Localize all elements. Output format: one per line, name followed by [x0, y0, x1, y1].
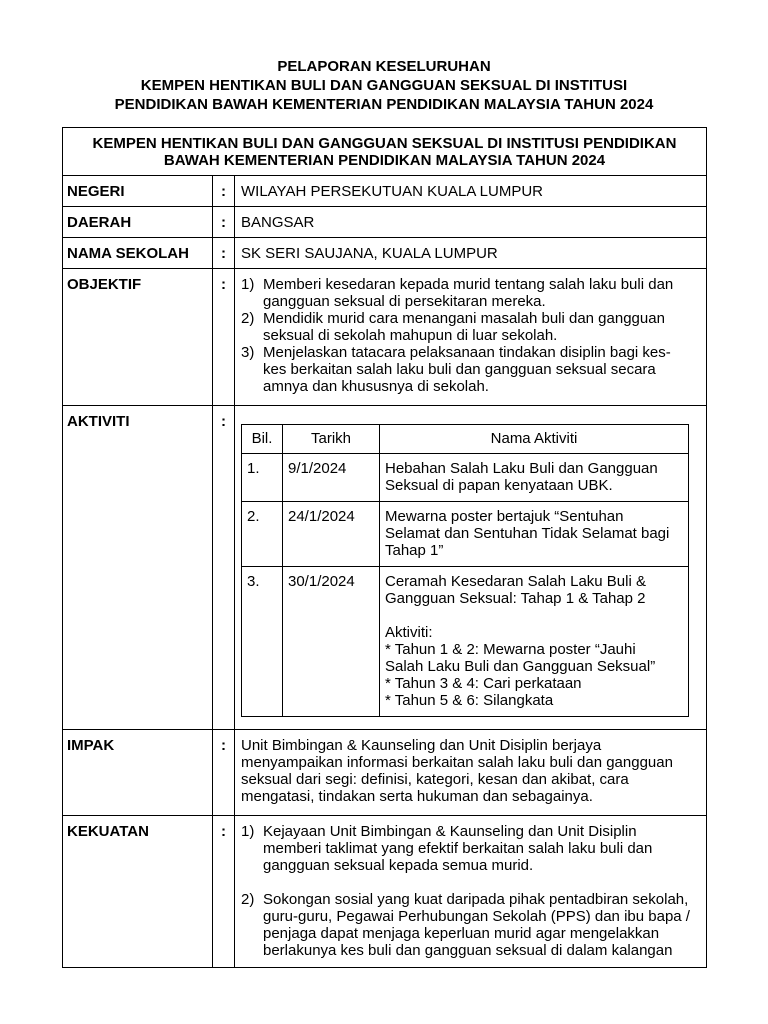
- spacer: [241, 874, 700, 891]
- nama-sekolah-colon: :: [213, 238, 235, 269]
- list-item-line: Memberi kesedaran kepada murid tentang salah laku buli dan: [263, 276, 674, 293]
- aktiviti-label: AKTIVITI: [63, 406, 213, 730]
- report-title-line-3: PENDIDIKAN BAWAH KEMENTERIAN PENDIDIKAN MALAYSIA TAHUN 2024: [114, 96, 654, 113]
- activity-line: Aktiviti:: [385, 624, 433, 641]
- list-item-number: 1): [241, 276, 255, 293]
- list-item: [241, 276, 700, 310]
- aktiviti-row: [63, 406, 707, 730]
- table-row: [242, 502, 689, 567]
- bil-cell: 3.: [242, 567, 283, 717]
- table-header-line-1: KEMPEN HENTIKAN BULI DAN GANGGUAN SEKSUAL DI INSTITUSI PENDIDIKAN: [92, 135, 677, 152]
- objektif-colon: :: [213, 269, 235, 406]
- bil-header: Bil.: [242, 425, 283, 454]
- spacer: [385, 607, 683, 624]
- list-item: [241, 344, 700, 395]
- impak-row: [63, 730, 707, 816]
- daerah-row: [63, 207, 707, 238]
- kekuatan-value: [235, 816, 707, 968]
- objektif-value: [235, 269, 707, 406]
- kekuatan-label: KEKUATAN: [63, 816, 213, 968]
- bil-cell: 2.: [242, 502, 283, 567]
- list-item-line: seksual di sekolah mahupun di luar sekolah.: [263, 327, 558, 344]
- impak-line: mengatasi, tindakan serta hukuman dan sebagainya.: [241, 788, 593, 805]
- report-title-line-2: KEMPEN HENTIKAN BULI DAN GANGGUAN SEKSUAL DI INSTITUSI: [140, 77, 628, 94]
- impak-colon: :: [213, 730, 235, 816]
- impak-line: seksual dari segi: definisi, kategori, kesan dan akibat, cara: [241, 771, 629, 788]
- objektif-list: [241, 276, 700, 395]
- list-item-line: gangguan seksual kepada semua murid.: [263, 857, 534, 874]
- aktiviti-value: [235, 406, 707, 730]
- negeri-colon: :: [213, 176, 235, 207]
- activity-line: * Tahun 3 & 4: Cari perkataan: [385, 675, 582, 692]
- list-item-line: memberi taklimat yang efektif berkaitan salah laku buli dan: [263, 840, 653, 857]
- list-item-number: 2): [241, 891, 255, 908]
- table-header: [63, 128, 707, 176]
- aktiviti-colon: :: [213, 406, 235, 730]
- report-title: [0, 57, 768, 114]
- list-item-line: amnya dan khususnya di sekolah.: [263, 378, 489, 395]
- tarikh-cell: 24/1/2024: [283, 502, 380, 567]
- bil-cell: 1.: [242, 454, 283, 502]
- activity-line: * Tahun 1 & 2: Mewarna poster “Jauhi: [385, 641, 636, 658]
- nama-sekolah-value: SK SERI SAUJANA, KUALA LUMPUR: [235, 238, 707, 269]
- list-item-line: Sokongan sosial yang kuat daripada pihak pentadbiran sekolah,: [263, 891, 689, 908]
- nama-aktiviti-cell: [380, 502, 689, 567]
- impak-value: [235, 730, 707, 816]
- objektif-label: OBJEKTIF: [63, 269, 213, 406]
- daerah-value: BANGSAR: [235, 207, 707, 238]
- activity-line: Mewarna poster bertajuk “Sentuhan: [385, 508, 624, 525]
- list-item-number: 1): [241, 823, 255, 840]
- list-item: [241, 310, 700, 344]
- daerah-colon: :: [213, 207, 235, 238]
- nama-aktiviti-header: Nama Aktiviti: [380, 425, 689, 454]
- list-item-number: 2): [241, 310, 255, 327]
- impak-line: menyampaikan informasi berkaitan salah laku buli dan gangguan: [241, 754, 673, 771]
- nama-aktiviti-cell: [380, 567, 689, 717]
- impak-line: Unit Bimbingan & Kaunseling dan Unit Disiplin berjaya: [241, 737, 602, 754]
- list-item-line: Kejayaan Unit Bimbingan & Kaunseling dan Unit Disiplin: [263, 823, 637, 840]
- activity-line: Salah Laku Buli dan Gangguan Seksual”: [385, 658, 656, 675]
- daerah-label: DAERAH: [63, 207, 213, 238]
- activity-line: Seksual di papan kenyataan UBK.: [385, 477, 613, 494]
- negeri-value: WILAYAH PERSEKUTUAN KUALA LUMPUR: [235, 176, 707, 207]
- activity-line: Selamat dan Sentuhan Tidak Selamat bagi: [385, 525, 670, 542]
- activity-line: Tahap 1”: [385, 542, 444, 559]
- objektif-row: [63, 269, 707, 406]
- tarikh-header: Tarikh: [283, 425, 380, 454]
- kekuatan-colon: :: [213, 816, 235, 968]
- nama-aktiviti-cell: [380, 454, 689, 502]
- activity-line: Gangguan Seksual: Tahap 1 & Tahap 2: [385, 590, 646, 607]
- list-item-number: 3): [241, 344, 255, 361]
- tarikh-cell: 30/1/2024: [283, 567, 380, 717]
- report-table: [62, 127, 707, 968]
- table-header-line-2: BAWAH KEMENTERIAN PENDIDIKAN MALAYSIA TAHUN 2024: [163, 152, 606, 169]
- tarikh-cell: 9/1/2024: [283, 454, 380, 502]
- negeri-label: NEGERI: [63, 176, 213, 207]
- aktiviti-header-row: [242, 425, 689, 454]
- list-item-line: guru-guru, Pegawai Perhubungan Sekolah (PPS) dan ibu bapa /: [263, 908, 690, 925]
- impak-label: IMPAK: [63, 730, 213, 816]
- table-header-row: [63, 128, 707, 176]
- activity-line: * Tahun 5 & 6: Silangkata: [385, 692, 554, 709]
- negeri-row: [63, 176, 707, 207]
- table-row: [242, 454, 689, 502]
- aktiviti-table: [241, 424, 689, 717]
- table-row: [242, 567, 689, 717]
- list-item-line: kes berkaitan salah laku buli dan gangguan seksual secara: [263, 361, 656, 378]
- nama-sekolah-label: NAMA SEKOLAH: [63, 238, 213, 269]
- list-item-line: penjaga dapat menjaga keperluan murid agar mengelakkan: [263, 925, 660, 942]
- list-item: [241, 891, 700, 959]
- list-item: [241, 823, 700, 874]
- list-item-line: Mendidik murid cara menangani masalah buli dan gangguan: [263, 310, 665, 327]
- kekuatan-row: [63, 816, 707, 968]
- report-title-line-1: PELAPORAN KESELURUHAN: [277, 58, 491, 75]
- activity-line: Ceramah Kesedaran Salah Laku Buli &: [385, 573, 646, 590]
- list-item-line: gangguan seksual di persekitaran mereka.: [263, 293, 546, 310]
- nama-sekolah-row: [63, 238, 707, 269]
- activity-line: Hebahan Salah Laku Buli dan Gangguan: [385, 460, 658, 477]
- list-item-line: Menjelaskan tatacara pelaksanaan tindakan disiplin bagi kes-: [263, 344, 671, 361]
- list-item-line: berlakunya kes buli dan gangguan seksual di dalam kalangan: [263, 942, 673, 959]
